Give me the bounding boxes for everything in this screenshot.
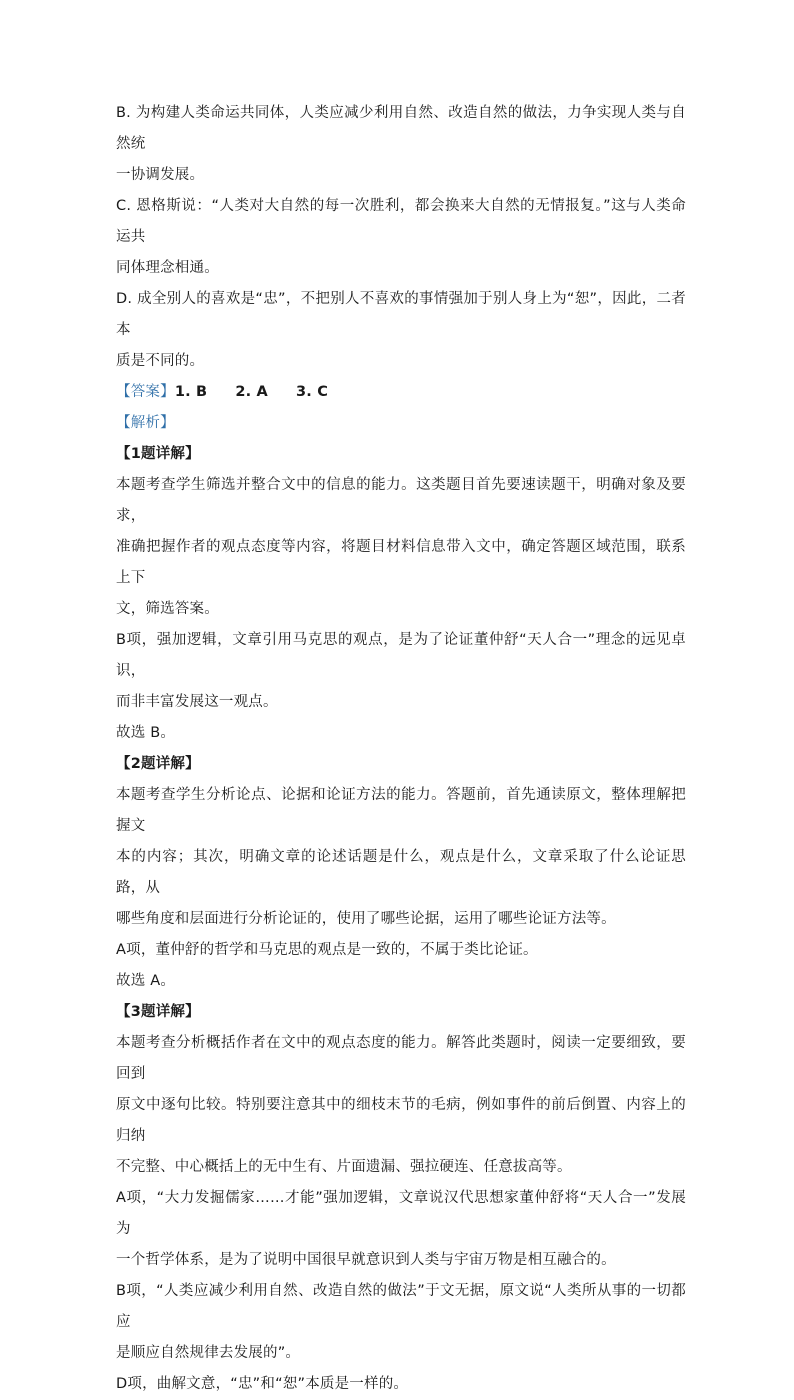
answer-1: 1. B bbox=[174, 384, 208, 400]
q3-line-8: D项，曲解文意，“忠”和“恕”本质是一样的。 bbox=[116, 1376, 409, 1392]
q2-heading: 【2题详解】 bbox=[116, 756, 200, 772]
document-page bbox=[116, 98, 686, 1400]
option-b-line-1: B. 为构建人类命运共同体，人类应减少利用自然、改造自然的做法，力争实现人类与自然统 bbox=[116, 105, 686, 152]
option-c-line-1: C. 恩格斯说：“人类对大自然的每一次胜利，都会换来大自然的无情报复。”这与人类命运共 bbox=[116, 198, 686, 245]
option-d-line-1: D. 成全别人的喜欢是“忠”，不把别人不喜欢的事情强加于别人身上为“恕”，因此，二者本 bbox=[116, 291, 686, 338]
answer-3: 3. C bbox=[295, 384, 329, 400]
q1-line-4: B项，强加逻辑，文章引用马克思的观点，是为了论证董仲舒“天人合一”理念的远见卓识， bbox=[116, 632, 686, 679]
analysis-tag: 【解析】 bbox=[116, 415, 175, 431]
q3-line-3: 不完整、中心概括上的无中生有、片面遗漏、强拉硬连、任意拔高等。 bbox=[116, 1159, 572, 1175]
q3-line-6: B项，“人类应减少利用自然、改造自然的做法”于文无据，原文说“人类所从事的一切都应 bbox=[116, 1283, 686, 1330]
answer-row bbox=[116, 377, 686, 408]
q1-line-5: 而非丰富发展这一观点。 bbox=[116, 694, 278, 710]
q3-heading: 【3题详解】 bbox=[116, 1004, 200, 1020]
answer-2: 2. A bbox=[235, 384, 268, 400]
q1-line-2: 准确把握作者的观点态度等内容，将题目材料信息带入文中，确定答题区域范围，联系上下 bbox=[116, 539, 686, 586]
option-b-line-2: 一协调发展。 bbox=[116, 167, 205, 183]
q1-line-3: 文，筛选答案。 bbox=[116, 601, 219, 617]
q3-line-4: A项，“大力发掘儒家……才能”强加逻辑，文章说汉代思想家董仲舒将“天人合一”发展为 bbox=[116, 1190, 686, 1237]
q3-line-5: 一个哲学体系，是为了说明中国很早就意识到人类与宇宙万物是相互融合的。 bbox=[116, 1252, 616, 1268]
option-d-line-2: 质是不同的。 bbox=[116, 353, 205, 369]
q1-line-1: 本题考查学生筛选并整合文中的信息的能力。这类题目首先要速读题干，明确对象及要求， bbox=[116, 477, 686, 524]
q1-heading: 【1题详解】 bbox=[116, 446, 200, 462]
q2-line-4: A项，董仲舒的哲学和马克思的观点是一致的，不属于类比论证。 bbox=[116, 942, 538, 958]
q2-line-5: 故选 A。 bbox=[116, 973, 176, 989]
q2-line-1: 本题考查学生分析论点、论据和论证方法的能力。答题前，首先通读原文，整体理解把握文 bbox=[116, 787, 686, 834]
q1-line-6: 故选 B。 bbox=[116, 725, 176, 741]
q2-line-3: 哪些角度和层面进行分析论证的，使用了哪些论据，运用了哪些论证方法等。 bbox=[116, 911, 616, 927]
q3-line-2: 原文中逐句比较。特别要注意其中的细枝末节的毛病，例如事件的前后倒置、内容上的归纳 bbox=[116, 1097, 686, 1144]
answer-tag: 【答案】 bbox=[116, 384, 175, 400]
q3-line-1: 本题考查分析概括作者在文中的观点态度的能力。解答此类题时，阅读一定要细致，要回到 bbox=[116, 1035, 686, 1082]
option-c-line-2: 同体理念相通。 bbox=[116, 260, 219, 276]
q2-line-2: 本的内容；其次，明确文章的论述话题是什么，观点是什么，文章采取了什么论证思路，从 bbox=[116, 849, 686, 896]
q3-line-7: 是顺应自然规律去发展的”。 bbox=[116, 1345, 301, 1361]
